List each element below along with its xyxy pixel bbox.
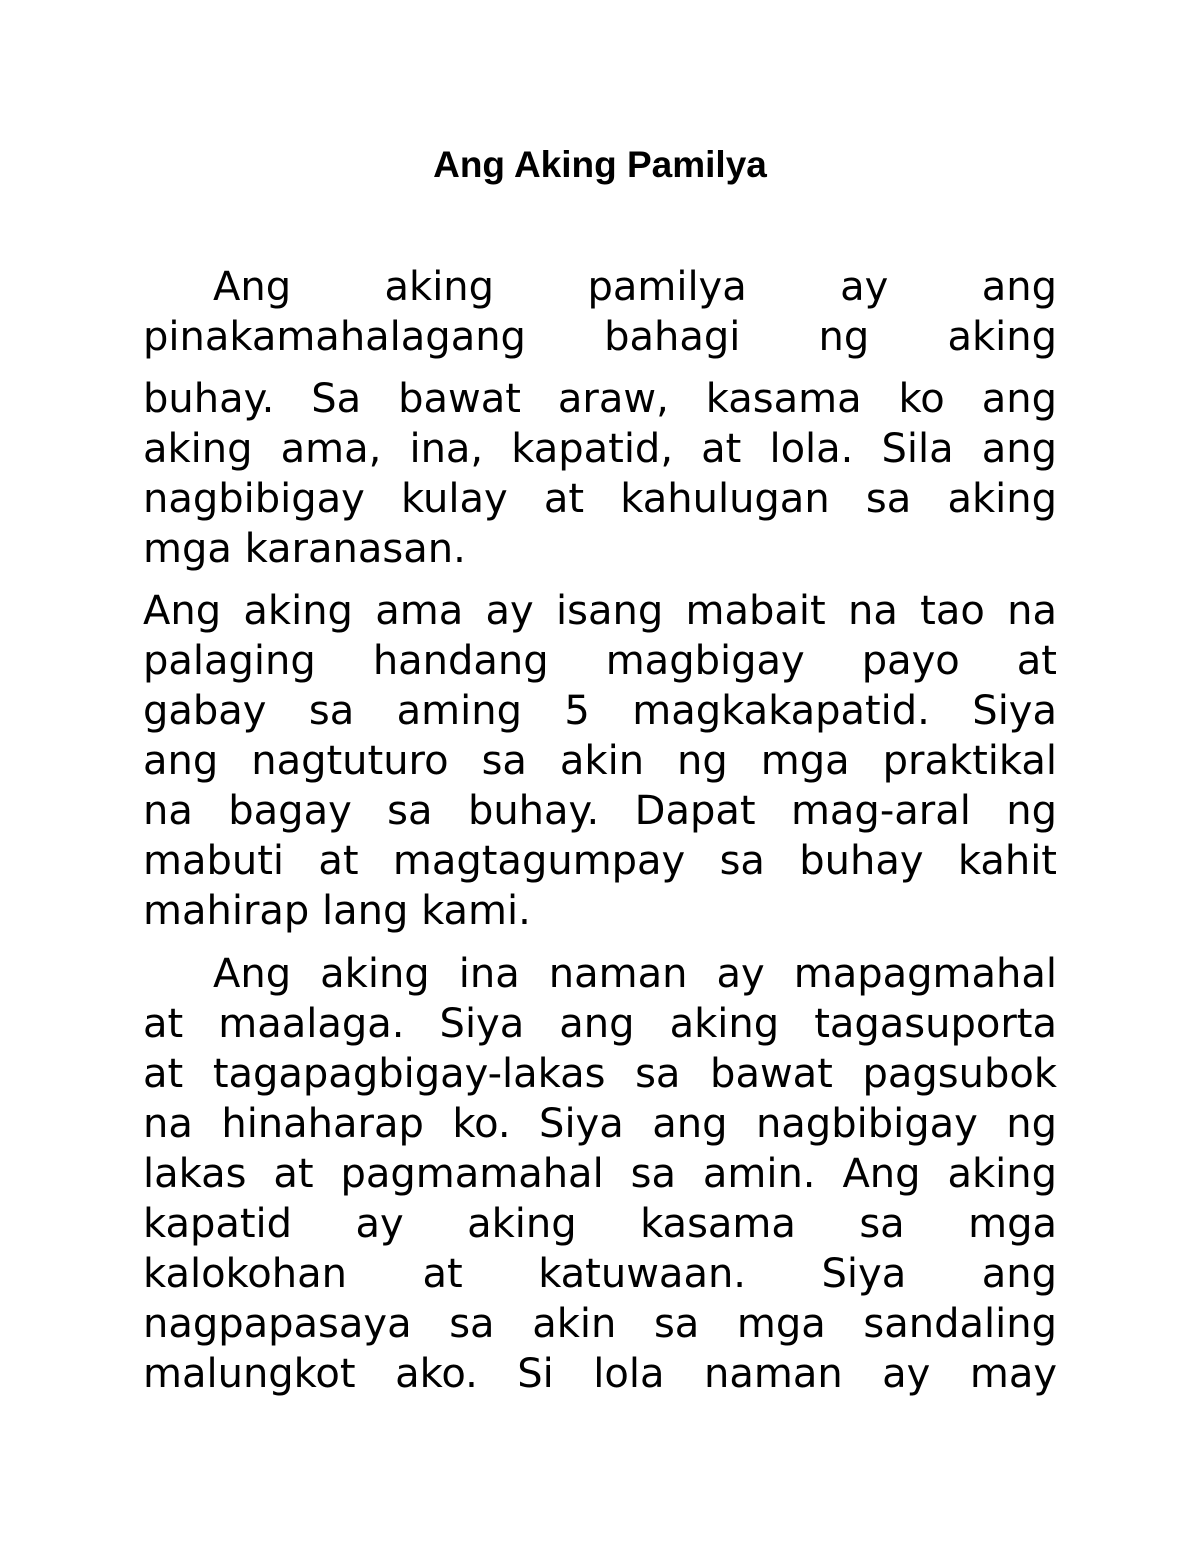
text-line: mga karanasan. [143, 526, 466, 572]
document-title: Ang Aking Pamilya [433, 144, 767, 185]
text-line: na bagay sa buhay. Dapat mag-aral ng [143, 788, 1057, 834]
text-line: palaging handang magbigay payo at [143, 638, 1057, 684]
text-line: buhay. Sa bawat araw, kasama ko ang [143, 376, 1057, 422]
text-line: Ang aking ina naman ay mapagmahal [213, 951, 1057, 997]
text-line: mahirap lang kami. [143, 888, 531, 934]
text-line: nagbibigay kulay at kahulugan sa aking [143, 476, 1057, 522]
paragraph-2 [143, 586, 1057, 936]
text-line: at tagapagbigay-lakas sa bawat pagsubok [143, 1051, 1057, 1097]
text-line: kalokohan at katuwaan. Siya ang [143, 1251, 1057, 1297]
text-line: Ang aking ama ay isang mabait na tao na [143, 588, 1057, 634]
text-line: na hinaharap ko. Siya ang nagbibigay ng [143, 1101, 1057, 1147]
paragraph-1-continuation [143, 374, 1057, 574]
text-line: lakas at pagmamahal sa amin. Ang aking [143, 1151, 1057, 1197]
text-line: Ang aking pamilya ay ang [213, 264, 1057, 310]
text-line: pinakamahalagang bahagi ng aking [143, 314, 1057, 360]
text-line: kapatid ay aking kasama sa mga [143, 1201, 1057, 1247]
paragraph-1-opening [143, 262, 1057, 362]
text-line: at maalaga. Siya ang aking tagasuporta [143, 1001, 1057, 1047]
text-line: nagpapasaya sa akin sa mga sandaling [143, 1301, 1057, 1347]
text-line: mabuti at magtagumpay sa buhay kahit [143, 838, 1057, 884]
text-line: gabay sa aming 5 magkakapatid. Siya [143, 688, 1057, 734]
text-line: aking ama, ina, kapatid, at lola. Sila ang [143, 426, 1057, 472]
paragraph-3 [143, 949, 1057, 1399]
text-line: ang nagtuturo sa akin ng mga praktikal [143, 738, 1057, 784]
text-line: malungkot ako. Si lola naman ay may [143, 1351, 1057, 1397]
